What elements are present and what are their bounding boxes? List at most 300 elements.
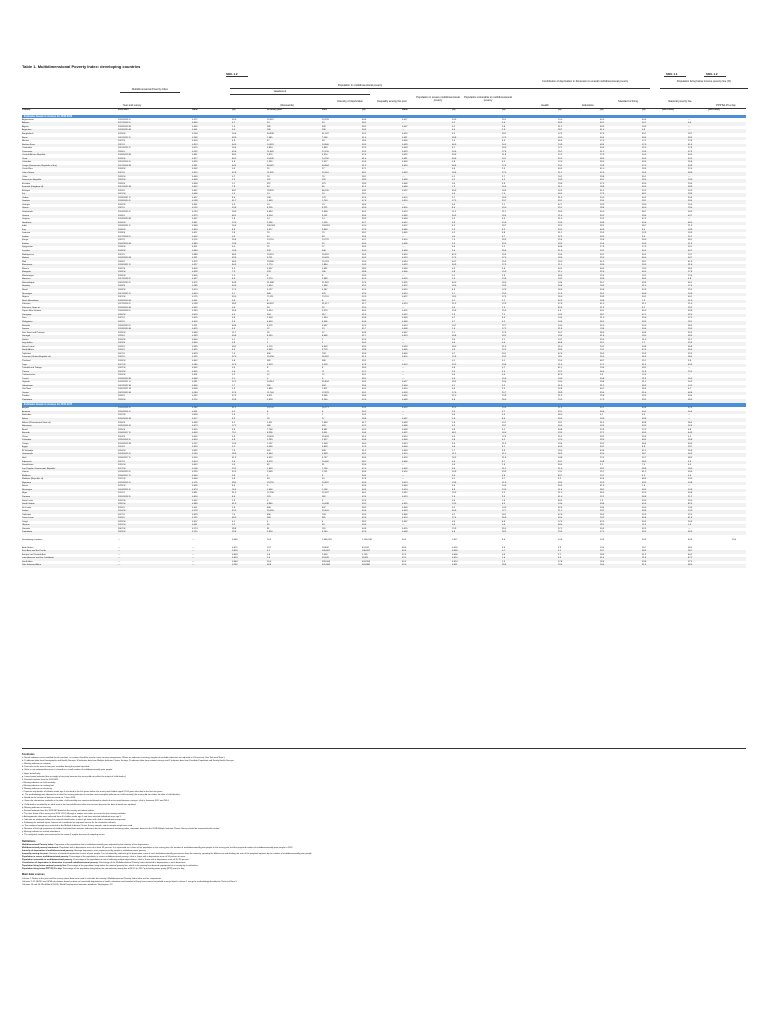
cell-inequality: 0.024 [402,260,408,263]
cell-mpi-value: 0.008 [192,182,198,185]
cell-mpi-value: 0.005 [192,125,198,128]
cell-education: 31.5 [600,421,605,424]
cell-country: Sub-Saharan Africa [22,564,41,567]
cell-intensity: 66.1 [362,492,367,495]
definition-term: Population living below national poverty line: [22,865,68,868]
cell-headcount-pct: 37.6 [232,363,237,366]
cell-headcount-thousands: 304 [267,313,271,316]
cell-vulnerable: 4.9 [502,140,506,143]
cell-headcount-pct: 0.4 [232,299,236,302]
cell-national-line: 32.3 [688,407,693,410]
cell-inequality: 0.020 [402,164,408,167]
cell-health: 19.5 [558,221,563,224]
cell-year-survey: 2021/2022 D [118,292,131,295]
cell-national-line: 50.9 [688,471,693,474]
cell-health: 30.3 [558,242,563,245]
cell-standard-living: 52.3 [642,189,647,192]
cell-headcount-2022: 21,981 [322,281,329,284]
cell-vulnerable: 2.1 [502,338,506,341]
cell-headcount-2022: 27 [322,168,325,171]
cell-intensity: 45.9 [362,207,367,210]
cell-inequality: 0.010 [402,292,408,295]
cell-headcount-pct: 33.0 [232,296,237,299]
cell-intensity: 44.5 [362,488,367,491]
cell-severe: 0.4 [452,388,456,391]
cell-vulnerable: 3.7 [502,367,506,370]
cell-headcount-2022: 1,255 [322,221,328,224]
cell-country: Gabon [22,196,29,199]
cell-national-line: 38.9 [688,171,693,174]
cell-standard-living: 35.7 [642,546,647,549]
cell-national-line: 22.3 [688,313,693,316]
cell-intensity: 38.1 [362,175,367,178]
cell-health: 30.1 [558,200,563,203]
cell-headcount-2022: 96 [322,186,325,189]
cell-mpi-value: 0.008 [192,388,198,391]
cell-inequality: 0.012 [402,221,408,224]
cell-headcount-pct: 48.8 [232,324,237,327]
cell-vulnerable: 1.0 [502,129,506,132]
cell-year-survey: 2014/2015 M [118,442,131,445]
cell-education: 24.0 [600,196,605,199]
cell-mpi-value: 0.367 [192,189,198,192]
cell-standard-living: 17.3 [642,246,647,249]
cell-vulnerable: 15.5 [502,407,507,410]
cell-mpi-value: 0.376 [192,260,198,263]
cell-headcount-pct: 0.4 [232,246,236,249]
cell-headcount-2022: 709 [322,352,326,355]
cell-national-line: 29.7 [688,446,693,449]
cell-mpi-value: 0.002 [192,306,198,309]
cell-health: 66.8 [558,342,563,345]
cell-vulnerable: 5.2 [502,320,506,323]
cell-mpi-value: — [192,560,195,563]
cell-inequality: 0.025 [402,154,408,157]
cell-mpi-value: 0.073 [192,425,198,428]
cell-inequality: 0.015 [402,527,408,530]
cell-vulnerable: 5.2 [502,384,506,387]
cell-standard-living: 36.3 [642,278,647,281]
cell-country: Afghanistan [22,118,34,121]
cell-national-line: 26.4 [688,410,693,413]
cell-education: 61.9 [600,485,605,488]
cell-national-line: 16.3 [688,425,693,428]
cell-country: Ethiopia [22,189,30,192]
cell-severe: 0.4 [452,193,456,196]
cell-headcount-2022: 91 [322,464,325,467]
cell-headcount-pct: 2.3 [232,179,236,182]
cell-country: Ecuador [22,182,31,185]
cell-country: Togo [22,363,27,366]
cell-vulnerable: 6.2 [502,428,506,431]
cell-year-survey: 2017/2018 M [118,164,131,167]
cell-standard-living: 26.4 [642,171,647,174]
cell-country: Colombia [22,439,32,442]
cell-severe: 11.2 [452,453,457,456]
cell-severe: 0.7 [452,513,456,516]
cell-national-line: 1.6 [688,524,692,527]
cell-country: Namibia [22,285,31,288]
cell-vulnerable: 2.9 [502,274,506,277]
cell-headcount-2022: 27 [322,331,325,334]
header-contribution: Contribution of deprivation in dimension to overall multidimensional poverty [541,80,629,83]
cell-intensity: 35.4 [362,235,367,238]
cell-vulnerable: 12.2 [502,349,507,352]
cell-health: 12.0 [558,439,563,442]
cell-standard-living: 21.4 [642,557,647,560]
cell-national-line: 19.9 [688,232,693,235]
cell-headcount-thousands: 30 [267,306,270,309]
cell-standard-living: 12.6 [642,374,647,377]
cell-vulnerable: 1.6 [502,557,506,560]
cell-vulnerable: 6.2 [502,439,506,442]
cell-mpi-value: 0.038 [192,421,198,424]
cell-standard-living: 39.1 [642,200,647,203]
cell-inequality: 0.006 [402,271,408,274]
cell-headcount-pct: 91.0 [232,492,237,495]
table-body-recent [22,119,746,403]
cell-vulnerable: 23.3 [502,471,507,474]
cell-severe: 29.3 [452,381,457,384]
cell-education: 53.1 [600,446,605,449]
cell-country: Cuba [22,175,28,178]
cell-health: 15.5 [558,449,563,452]
cell-mpi-value: 0.104 [192,132,198,135]
cell-intensity: 42.0 [362,225,367,228]
cell-severe: 17.4 [452,517,457,520]
cell-headcount-thousands: 8,296 [267,432,273,435]
cell-headcount-pct: 24.6 [232,207,237,210]
cell-education: 22.3 [600,218,605,221]
cell-education: 38.2 [600,488,605,491]
cell-inequality: 0.025 [402,503,408,506]
cell-intensity: 40.6 [362,439,367,442]
cell-year-survey: 2021 D [118,253,126,256]
cell-headcount-thousands: 4,694 [267,453,273,456]
cell-headcount-pct: 16.4 [232,225,237,228]
cell-intensity: 49.5 [362,345,367,348]
cell-inequality: 0.010 [402,278,408,281]
cell-year-survey: 2015 M [118,464,126,467]
cell-headcount-thousands: 7 [267,338,269,341]
cell-inequality: 0.007 [402,417,408,420]
cell-national-line: — [688,129,691,132]
cell-headcount-thousands: 1,066 [267,488,273,491]
cell-headcount-thousands: 21,688 [267,281,274,284]
cell-country: Indonesia [22,460,32,463]
cell-standard-living: 59.0 [642,239,647,242]
cell-intensity: 38.7 [362,232,367,235]
cell-intensity: 41.5 [362,356,367,359]
cell-standard-living: 46.8 [642,292,647,295]
cell-headcount-thousands: 1,890 [267,388,273,391]
cell-intensity: 42.5 [362,428,367,431]
cell-country: Seychelles [22,342,33,345]
cell-mpi-value: 0.200 [192,456,198,459]
cell-country: Barbados [22,414,32,417]
cell-severe: 4.9 [452,289,456,292]
cell-headcount-2022: 2,863 [322,147,328,150]
cell-national-line: 36.4 [688,421,693,424]
cell-national-line: 37.5 [688,560,693,563]
cell-year-survey: 2022 N [118,140,126,143]
cell-education: 42.5 [600,520,605,523]
cell-national-line: 23.9 [688,179,693,182]
cell-inequality: 0.023 [402,510,408,513]
sdg-label-1: SDG 1.2 [226,72,238,76]
cell-national-line: 23.5 [688,189,693,192]
cell-standard-living: 48.5 [642,161,647,164]
cell-headcount-2022: 403 [322,425,326,428]
cell-health: 17.8 [558,560,563,563]
cell-headcount-2022: 18,840 [322,546,329,549]
cell-education: 15.4 [600,242,605,245]
cell-severe: 0.7 [452,320,456,323]
cell-vulnerable: 15.4 [502,253,507,256]
cell-standard-living: 39.4 [642,214,647,217]
cell-intensity: 36.2 [362,410,367,413]
cell-inequality: 0.005 [402,232,408,235]
cell-education: 50.9 [600,147,605,150]
cell-country: Mauritania [22,264,33,267]
cell-vulnerable: 6.9 [502,546,506,549]
cell-severe: 5.0 [452,250,456,253]
cell-country: Egypt [22,446,28,449]
cell-intensity: 37.1 [362,168,367,171]
cell-inequality: — [402,203,405,206]
cell-vulnerable: 6.4 [502,317,506,320]
cell-education: 45.0 [600,118,605,121]
cell-health: 14.0 [558,324,563,327]
cell-national-line: 48.6 [688,391,693,394]
cell-country: Arab States [22,546,34,549]
cell-headcount-2022: 5,267 [322,289,328,292]
cell-vulnerable: 4.8 [502,267,506,270]
cell-country: Eswatini (Kingdom of) [22,186,44,189]
cell-education: 31.4 [600,557,605,560]
cell-national-line: 23.4 [688,182,693,185]
cell-severe: 4.1 [452,147,456,150]
cell-inequality: — [402,299,405,302]
cell-education: 41.0 [600,129,605,132]
cell-national-line: 33.4 [688,196,693,199]
cell-education: 25.9 [600,232,605,235]
cell-year-survey: 2015/2016 D [118,481,131,484]
cell-national-line: 15.7 [688,235,693,238]
cell-inequality: — [402,129,405,132]
cell-vulnerable: 26.3 [502,531,507,534]
cell-country: Panama [22,495,31,498]
cell-health: 10.0 [558,118,563,121]
cell-severe: 0.3 [452,435,456,438]
cell-mpi-value: 0.002 [192,370,198,373]
cell-national-line: 18.3 [688,467,693,470]
cell-headcount-thousands: 13,716 [267,239,274,242]
cell-vulnerable: 7.2 [502,313,506,316]
cell-severe: 0.2 [452,218,456,221]
cell-vulnerable: 30.2 [502,242,507,245]
cell-inequality: 0.010 [402,356,408,359]
cell-year-survey: 2017/2018 D [118,235,131,238]
source-note: Column 1: Refers to the year and the survey whose data were used to calculate the country's Multidimensional Poverty Index value and its components. [22,877,162,880]
cell-intensity: 42.7 [362,239,367,242]
header-rule [226,76,248,77]
cell-health: 47.6 [558,352,563,355]
cell-mpi-value: 0.180 [192,363,198,366]
cell-national-line: 25.2 [688,289,693,292]
cell-mpi-value: 0.110 [192,531,198,534]
cell-health: 28.9 [558,391,563,394]
cell-mpi-value: 0.231 [192,257,198,260]
cell-vulnerable: 12.1 [502,421,507,424]
country-header: Country [22,109,31,111]
cell-severe: 21.5 [452,303,457,306]
cell-vulnerable: 15.3 [502,260,507,263]
cell-standard-living: 56.0 [642,257,647,260]
cell-headcount-pct: 52.3 [232,510,237,513]
cell-vulnerable: 22.7 [502,391,507,394]
cell-headcount-thousands: 428 [267,250,271,253]
cell-country: North Macedonia [22,299,39,302]
cell-country: Costa Rica [22,168,33,171]
aggregate-row [22,539,746,543]
cell-severe: 24.6 [452,150,457,153]
cell-headcount-2022: 393,508 [322,560,330,563]
cell-health: 21.9 [558,395,563,398]
cell-standard-living: 38.5 [642,460,647,463]
cell-national-line: 21.9 [688,242,693,245]
cell-inequality: 0.014 [402,488,408,491]
cell-national-line: 20.3 [688,328,693,331]
cell-health: 23.5 [558,398,563,401]
cell-standard-living: 44.9 [642,118,647,121]
cell-education: 22.2 [600,495,605,498]
cell-country: Samoa [22,328,29,331]
cell-year-survey: 2016 D [118,349,126,352]
cell-intensity: 41.7 [362,328,367,331]
cell-headcount-thousands: 11,744 [267,391,274,394]
cell-intensity: 40.9 [362,331,367,334]
cell-headcount-pct: 3.6 [232,460,236,463]
cell-intensity: 56.4 [362,214,367,217]
cell-standard-living: 41.1 [642,449,647,452]
cell-health: 32.5 [558,506,563,509]
cell-inequality: 0.010 [402,196,408,199]
cell-standard-living: 51.2 [642,381,647,384]
cell-headcount-pct: 2.8 [232,232,236,235]
cell-standard-living: 49.8 [642,510,647,513]
definition [22,868,746,871]
cell-headcount-pct: 66.2 [232,214,237,217]
cell-severe: 1.0 [452,313,456,316]
cell-headcount-2022: 64,964 [322,164,329,167]
cell-mpi-value: 0.113 [192,239,198,242]
cell-education: 34.8 [600,221,605,224]
cell-severe: 0.014 [452,560,458,563]
cell-country: South Sudan [22,503,35,506]
cell-headcount-thousands: 247 [267,179,271,182]
cell-headcount-thousands: 656 [267,352,271,355]
cell-headcount-2022: 5,691 [322,267,328,270]
cell-health: 18.1 [558,356,563,359]
cell-country: Myanmar [22,481,32,484]
cell-health: 23.5 [558,531,563,534]
cell-inequality: 0.026 [402,214,408,217]
cell-year-survey: 2018 D [118,150,126,153]
cell-severe: 3.5 [452,425,456,428]
cell-mpi-value: 0.331 [192,164,198,167]
definition-text: Percentage of the population in severe multidimensional poverty—that is, those with a deprivation score of 50 percent or more. [69,856,186,858]
cell-headcount-2022: 3,778 [322,349,328,352]
cell-national-line: 24.8 [688,481,693,484]
cell-standard-living: 59.2 [642,398,647,401]
cell-headcount-thousands: 80,397 [267,303,274,306]
header-below-income: Population living below income poverty line (%) [676,80,732,83]
cell-health: 39.5 [558,349,563,352]
cell-inequality: 0.010 [402,435,408,438]
cell-health: 32.2 [558,225,563,228]
cell-national-line: 58.9 [688,186,693,189]
cell-year-survey: 2021/2022 D [118,147,131,150]
cell-intensity: 54.4 [362,432,367,435]
cell-inequality: 0.025 [402,407,408,410]
cell-standard-living: 44.1 [642,196,647,199]
cell-year-survey: 2018 M [118,203,126,206]
cell-headcount-thousands: 17,256 [267,492,274,495]
cell-country: India [22,225,27,228]
cell-vulnerable: 6.3 [502,503,506,506]
cell-national-line: 18.7 [688,132,693,135]
cell-country: Malawi [22,257,29,260]
cell-country: Chad [22,157,28,160]
definition-term: Population living below PPP $2.15 a day: [22,868,63,871]
cell-headcount-2022: 30 [322,306,325,309]
cell-severe: 0.0 [452,246,456,249]
cell-year-survey: 2019/2020 D [118,200,131,203]
cell-intensity: 553,880 [362,564,370,567]
cell-headcount-pct: 0.024 [232,557,238,560]
cell-headcount-2022: 78 [322,175,325,178]
cell-severe: 0.1 [452,122,456,125]
cell-education: 27.2 [600,432,605,435]
cell-year-survey: 2014 N [118,435,126,438]
cell-headcount-thousands: 14,741 [267,407,274,410]
cell-standard-living: 29.0 [642,203,647,206]
cell-mpi-value: 0.025 [192,349,198,352]
cell-health: 14.4 [558,281,563,284]
cell-mpi-value: 0.008 [192,377,198,380]
cell-intensity: 42.4 [362,292,367,295]
cell-headcount-2022: 9,496 [322,395,328,398]
cell-headcount-pct: 2.1 [232,377,236,380]
cell-national-line: 64.9 [688,432,693,435]
footnote: n. Based on the version of data accessed on 7 June 2023. [22,797,76,800]
cell-headcount-pct: 37.3 [232,356,237,359]
cell-education: 43.4 [600,449,605,452]
cell-national-line: 38.5 [688,136,693,139]
cell-severe: 0.6 [452,446,456,449]
cell-year-survey: 2018/2019 M [118,242,131,245]
cell-country: Nicaragua [22,488,32,491]
cell-country: Maldives [22,474,31,477]
cell-inequality: 0.031 [402,157,408,160]
cell-headcount-pct: 0.2 [232,524,236,527]
cell-headcount-2022: 4,737 [322,456,328,459]
cell-vulnerable: 21.2 [502,467,507,470]
cell-vulnerable: 6.5 [502,218,506,221]
cell-headcount-2022: 118 [322,527,326,530]
cell-health: 10.1 [558,175,563,178]
